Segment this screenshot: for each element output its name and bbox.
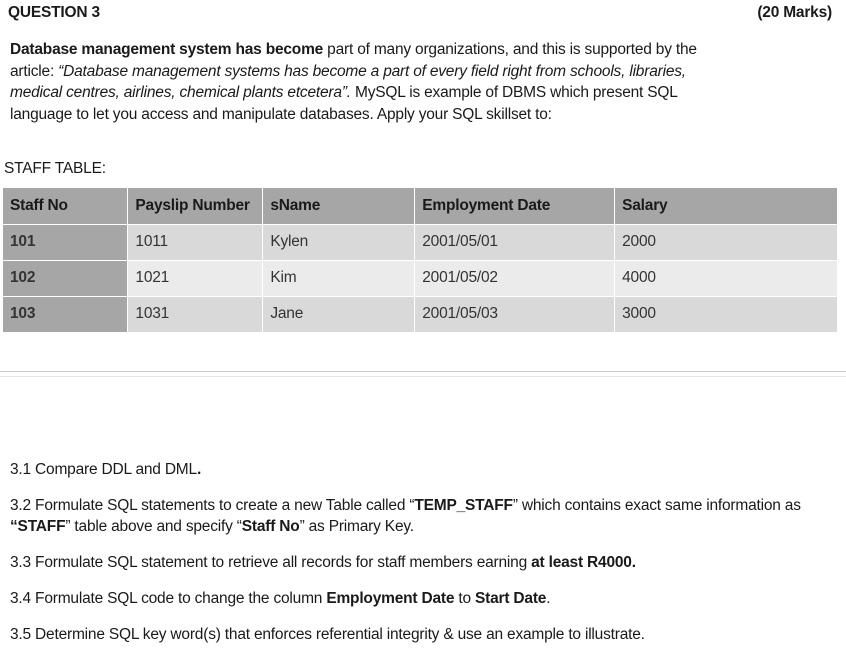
staff-table [3,188,838,333]
divider [0,371,846,372]
table-cell: 2001/05/02 [415,260,615,296]
table-row [3,260,838,296]
table-row [3,224,838,260]
table-row [3,296,838,332]
table-cell: 103 [3,296,128,332]
intro-text-1: part of many organizations, and this is supported by the article: [10,41,697,80]
column-header: sName [263,188,415,224]
table-cell: 2001/05/01 [415,224,615,260]
table-cell: 2001/05/03 [415,296,615,332]
table-cell: Kim [263,260,415,296]
column-header: Staff No [3,188,128,224]
table-cell: 101 [3,224,128,260]
intro-paragraph [10,39,730,125]
column-header: Payslip Number [128,188,263,224]
table-cell: 1031 [128,296,263,332]
question-item-3-3: 3.3 Formulate SQL statement to retrieve all records for staff members earning at least R4000. [10,554,636,571]
intro-text-2: MySQL is example of DBMS which present SQL language to let you access and manipulate databases. Apply your SQL skillset to: [10,84,678,123]
question-item-3-4: 3.4 Formulate SQL code to change the column Employment Date to Start Date. [10,590,551,607]
column-header: Salary [615,188,838,224]
table-cell: 4000 [615,260,838,296]
intro-bold-lead: Database management system has become [10,41,324,58]
question-list [10,459,820,660]
table-cell: 1021 [128,260,263,296]
question-item-3-2: 3.2 Formulate SQL statements to create a new Table called “TEMP_STAFF” which contains exact same information as “STAFF” table above and specify “Staff No” as Primary Key. [10,497,801,535]
column-header: Employment Date [415,188,615,224]
table-cell: Kylen [263,224,415,260]
table-cell: 1011 [128,224,263,260]
table-cell: Jane [263,296,415,332]
divider [0,376,846,377]
question-item-3-5: 3.5 Determine SQL key word(s) that enforces referential integrity & use an example to illustrate. [10,626,645,643]
table-cell: 2000 [615,224,838,260]
table-cell: 3000 [615,296,838,332]
question-item-3-1: 3.1 Compare DDL and DML. [10,461,202,478]
intro-quote: “Database management systems has become a part of every field right from schools, libraries, medical centres, airlines, chemical plants etcetera”. [10,62,686,101]
question-marks: (20 Marks) [757,4,832,21]
table-header-row [3,188,838,224]
question-title: QUESTION 3 [8,4,100,21]
table-caption: STAFF TABLE: [4,160,106,177]
table-cell: 102 [3,260,128,296]
